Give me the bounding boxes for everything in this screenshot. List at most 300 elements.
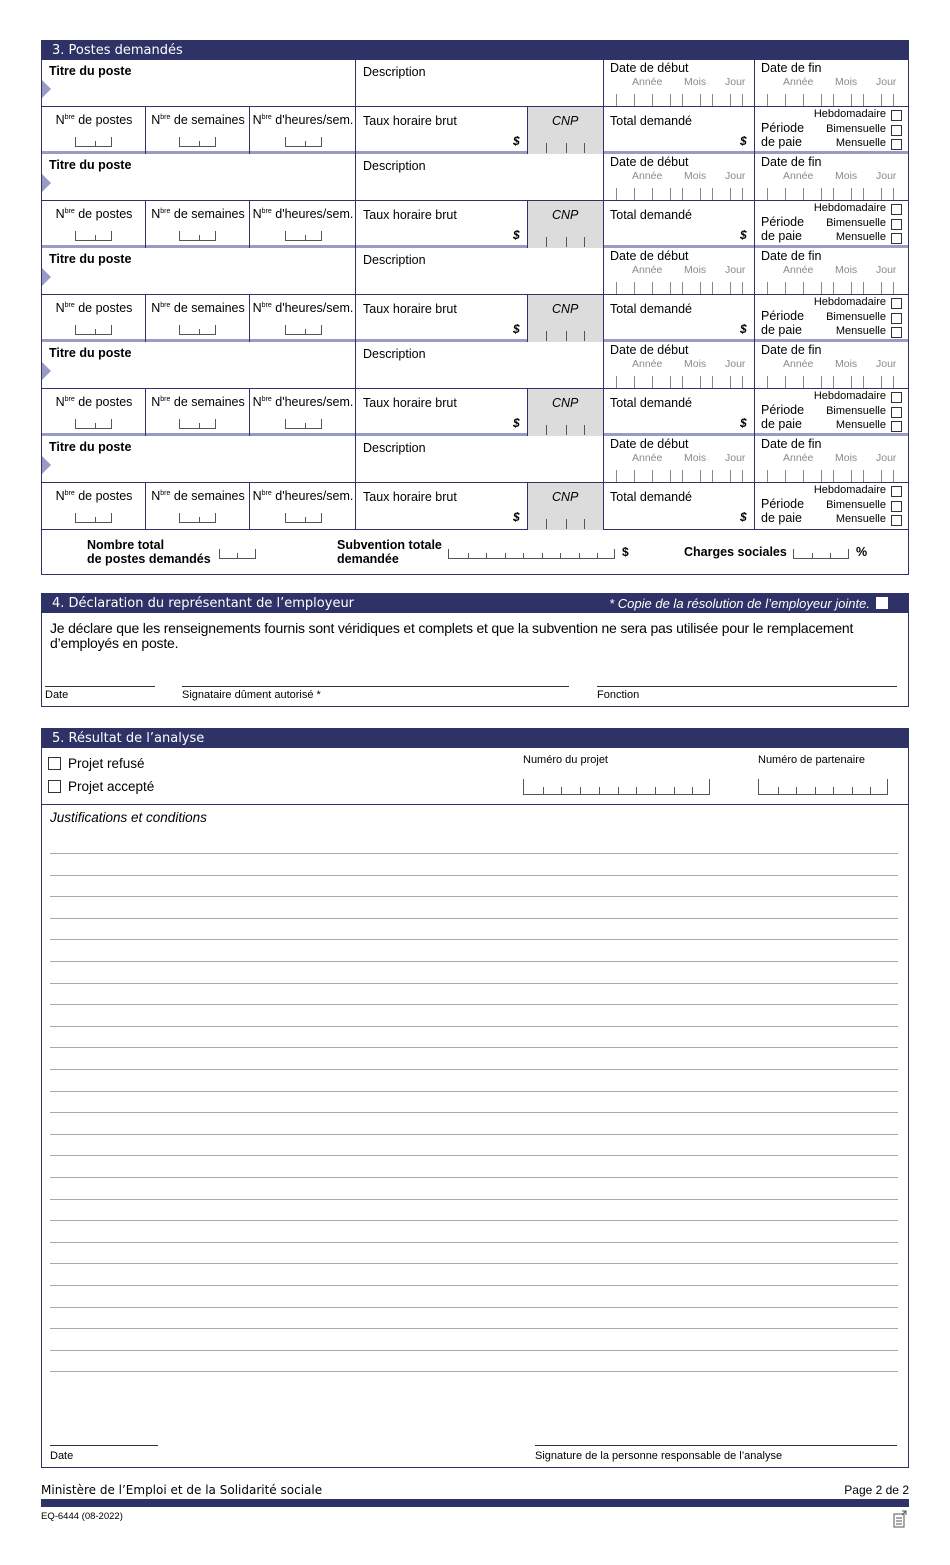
cnp-cell[interactable] <box>528 483 604 530</box>
bimensuelle-checkbox[interactable] <box>891 219 902 230</box>
nbre-postes-label-bre: bre <box>64 207 75 215</box>
arrow-marker-icon <box>42 268 51 286</box>
analysis-top-row <box>42 748 908 805</box>
numero-partenaire-input[interactable] <box>758 779 888 795</box>
titre-poste-cell[interactable] <box>42 248 356 295</box>
mensuelle-label: Mensuelle <box>835 137 886 149</box>
nbre-postes-label-text: de postes <box>78 207 133 221</box>
periode-label-1: Période <box>761 497 805 511</box>
hebdomadaire-checkbox[interactable] <box>891 392 902 403</box>
arrow-marker-icon <box>42 456 51 474</box>
nbre-semaines-input[interactable] <box>179 325 216 335</box>
nbre-postes-cell[interactable] <box>42 107 146 154</box>
date-line[interactable] <box>45 686 155 687</box>
periode-label-2: de paie <box>761 135 803 149</box>
taux-horaire-cell[interactable] <box>356 107 528 154</box>
charges-sociales-input[interactable] <box>793 549 849 559</box>
nbre-semaines-cell[interactable] <box>146 389 250 436</box>
periode-label-2: de paie <box>761 511 803 525</box>
nombre-total-label-1: Nombre total <box>87 538 165 552</box>
ruled-line <box>50 939 898 940</box>
taux-dollar: $ <box>513 510 520 524</box>
arrow-marker-icon <box>42 80 51 98</box>
taux-horaire-label: Taux horaire brut <box>363 302 457 316</box>
date-debut-input[interactable] <box>610 188 750 200</box>
total-demande-cell[interactable] <box>604 483 755 530</box>
section-declaration <box>41 593 909 707</box>
jour-label: Jour <box>876 170 897 182</box>
mois-label: Mois <box>835 264 858 276</box>
titre-poste-label: Titre du poste <box>49 158 132 172</box>
date-fin-label: Date de fin <box>761 155 822 169</box>
resolution-checkbox[interactable] <box>876 597 888 609</box>
date-debut-label: Date de début <box>610 61 689 75</box>
date-debut-input[interactable] <box>610 282 750 294</box>
titre-poste-label: Titre du poste <box>49 440 132 454</box>
section-3-header <box>42 41 908 60</box>
nbre-semaines-label-text: de semaines <box>173 207 245 221</box>
section-3-title: 3. Postes demandés <box>52 43 183 58</box>
nbre-semaines-label <box>146 301 250 315</box>
nbre-postes-label <box>42 207 146 221</box>
hebdomadaire-checkbox[interactable] <box>891 204 902 215</box>
nbre-postes-label <box>42 301 146 315</box>
periode-paie-cell <box>755 483 908 530</box>
date-debut-cell[interactable] <box>604 60 755 107</box>
taux-horaire-cell[interactable] <box>356 295 528 342</box>
nbre-heures-input[interactable] <box>285 419 322 429</box>
description-label: Description <box>363 65 426 79</box>
ruled-line <box>50 875 898 876</box>
nbre-heures-cell[interactable] <box>250 295 356 342</box>
periode-label-1: Période <box>761 403 805 417</box>
mois-label: Mois <box>684 358 707 370</box>
date-fin-label: Date de fin <box>761 61 822 75</box>
jour-label: Jour <box>725 170 746 182</box>
description-cell[interactable] <box>356 342 604 389</box>
periode-label-2: de paie <box>761 229 803 243</box>
nbre-postes-cell[interactable] <box>42 201 146 248</box>
ruled-line <box>50 1285 898 1286</box>
cnp-input[interactable] <box>546 519 586 529</box>
bimensuelle-label: Bimensuelle <box>826 499 886 511</box>
date-debut-cell[interactable] <box>604 436 755 483</box>
cnp-label: CNP <box>552 396 579 410</box>
mois-label: Mois <box>835 452 858 464</box>
periode-label-1: Période <box>761 309 805 323</box>
date-debut-label: Date de début <box>610 343 689 357</box>
nbre-heures-label-bre: bre <box>261 301 272 309</box>
nbre-heures-label-bre: bre <box>261 113 272 121</box>
date-debut-cell[interactable] <box>604 248 755 295</box>
annee-label: Année <box>632 76 663 88</box>
ruled-line <box>50 983 898 984</box>
nbre-heures-label-text: d'heures/sem. <box>275 301 354 315</box>
cnp-input[interactable] <box>546 425 586 435</box>
bimensuelle-checkbox[interactable] <box>891 501 902 512</box>
jour-label: Jour <box>876 264 897 276</box>
titre-poste-label: Titre du poste <box>49 64 132 78</box>
annee-label: Année <box>632 264 663 276</box>
nbre-semaines-cell[interactable] <box>146 107 250 154</box>
nbre-postes-label-n: N <box>55 301 65 315</box>
periode-paie-cell <box>755 107 908 154</box>
total-demande-label: Total demandé <box>610 114 693 128</box>
total-dollar: $ <box>740 510 747 524</box>
position-block <box>42 342 908 436</box>
nbre-postes-label-text: de postes <box>78 395 133 409</box>
nbre-heures-label-bre: bre <box>261 489 272 497</box>
nbre-postes-label-n: N <box>55 113 65 127</box>
nbre-postes-cell[interactable] <box>42 295 146 342</box>
nbre-postes-cell[interactable] <box>42 483 146 530</box>
hebdomadaire-label: Hebdomadaire <box>813 296 886 308</box>
analyse-signature-label: Signature de la personne responsable de l’analyse <box>535 1450 783 1462</box>
hebdomadaire-checkbox[interactable] <box>891 110 902 121</box>
bimensuelle-label: Bimensuelle <box>826 217 886 229</box>
signataire-line[interactable] <box>182 686 569 687</box>
percent-sign: % <box>856 545 868 559</box>
nbre-heures-label <box>250 207 356 221</box>
cnp-label: CNP <box>552 490 579 504</box>
position-block <box>42 60 908 154</box>
nbre-postes-label-text: de postes <box>78 489 133 503</box>
date-debut-cell[interactable] <box>604 342 755 389</box>
total-dollar: $ <box>740 228 747 242</box>
date-fin-input[interactable] <box>761 376 901 388</box>
nbre-semaines-label-text: de semaines <box>173 489 245 503</box>
ruled-line <box>50 1134 898 1135</box>
projet-accepte-checkbox[interactable] <box>48 780 61 793</box>
ruled-line <box>50 1242 898 1243</box>
cnp-input[interactable] <box>546 331 586 341</box>
annee-label: Année <box>632 170 663 182</box>
nbre-semaines-input[interactable] <box>179 419 216 429</box>
mois-label: Mois <box>835 358 858 370</box>
nbre-postes-label-n: N <box>55 489 65 503</box>
bimensuelle-checkbox[interactable] <box>891 407 902 418</box>
titre-poste-cell[interactable] <box>42 342 356 389</box>
bimensuelle-checkbox[interactable] <box>891 313 902 324</box>
periode-paie-cell <box>755 295 908 342</box>
arrow-marker-icon <box>42 362 51 380</box>
nbre-postes-cell[interactable] <box>42 389 146 436</box>
mensuelle-label: Mensuelle <box>835 325 886 337</box>
charges-sociales-label: Charges sociales <box>684 545 787 559</box>
nbre-semaines-cell[interactable] <box>146 295 250 342</box>
nbre-heures-label-n: N <box>252 207 262 221</box>
jour-label: Jour <box>725 358 746 370</box>
bimensuelle-label: Bimensuelle <box>826 123 886 135</box>
total-demande-cell[interactable] <box>604 107 755 154</box>
nbre-semaines-label-n: N <box>151 489 161 503</box>
date-fin-cell[interactable] <box>755 60 908 107</box>
date-debut-input[interactable] <box>610 470 750 482</box>
ruled-line <box>50 896 898 897</box>
numero-projet-input[interactable] <box>523 779 710 795</box>
annee-label: Année <box>783 76 814 88</box>
taux-horaire-cell[interactable] <box>356 201 528 248</box>
numero-partenaire-label: Numéro de partenaire <box>758 754 866 766</box>
jour-label: Jour <box>725 452 746 464</box>
annee-label: Année <box>783 452 814 464</box>
nbre-postes-label-bre: bre <box>64 113 75 121</box>
titre-poste-label: Titre du poste <box>49 346 132 360</box>
nbre-semaines-label-n: N <box>151 301 161 315</box>
ruled-line <box>50 1307 898 1308</box>
cnp-input[interactable] <box>546 143 586 153</box>
hebdomadaire-label: Hebdomadaire <box>813 484 886 496</box>
section-resultat-analyse <box>41 728 909 1468</box>
titre-poste-cell[interactable] <box>42 436 356 483</box>
total-demande-label: Total demandé <box>610 302 693 316</box>
ruled-line <box>50 1047 898 1048</box>
ruled-line <box>50 1155 898 1156</box>
total-demande-label: Total demandé <box>610 396 693 410</box>
ruled-line <box>50 1004 898 1005</box>
nbre-postes-input[interactable] <box>75 419 112 429</box>
position-block <box>42 154 908 248</box>
taux-horaire-label: Taux horaire brut <box>363 208 457 222</box>
nbre-semaines-input[interactable] <box>179 137 216 147</box>
mensuelle-label: Mensuelle <box>835 419 886 431</box>
ruled-line <box>50 1371 898 1372</box>
ruled-line <box>50 1091 898 1092</box>
position-block <box>42 248 908 342</box>
fonction-line[interactable] <box>597 686 897 687</box>
taux-horaire-cell[interactable] <box>356 389 528 436</box>
jour-label: Jour <box>876 358 897 370</box>
nbre-heures-input[interactable] <box>285 513 322 523</box>
nbre-heures-label-text: d'heures/sem. <box>275 395 354 409</box>
nbre-heures-cell[interactable] <box>250 201 356 248</box>
nbre-semaines-cell[interactable] <box>146 483 250 530</box>
analyse-date-line[interactable] <box>50 1445 158 1446</box>
mensuelle-checkbox[interactable] <box>891 421 902 432</box>
cnp-cell[interactable] <box>528 389 604 436</box>
nbre-semaines-label-text: de semaines <box>173 113 245 127</box>
nbre-heures-label-bre: bre <box>261 207 272 215</box>
periode-label-2: de paie <box>761 417 803 431</box>
hebdomadaire-checkbox[interactable] <box>891 486 902 497</box>
form-code: EQ-6444 (08-2022) <box>41 1511 123 1522</box>
nbre-heures-label-text: d'heures/sem. <box>275 113 354 127</box>
nbre-semaines-label-n: N <box>151 395 161 409</box>
nbre-postes-label <box>42 395 146 409</box>
taux-horaire-label: Taux horaire brut <box>363 490 457 504</box>
date-fin-cell[interactable] <box>755 436 908 483</box>
resolution-note <box>609 594 888 613</box>
nbre-heures-input[interactable] <box>285 325 322 335</box>
ruled-line <box>50 1328 898 1329</box>
ministry-name: Ministère de l’Emploi et de la Solidarité sociale <box>41 1483 323 1497</box>
nbre-heures-cell[interactable] <box>250 389 356 436</box>
mensuelle-checkbox[interactable] <box>891 139 902 150</box>
page-number: Page 2 de 2 <box>844 1483 909 1497</box>
date-debut-input[interactable] <box>610 94 750 106</box>
mensuelle-checkbox[interactable] <box>891 515 902 526</box>
nbre-postes-input[interactable] <box>75 231 112 241</box>
nbre-heures-label-n: N <box>252 395 262 409</box>
nbre-semaines-label-bre: bre <box>160 207 171 215</box>
titre-poste-cell[interactable] <box>42 60 356 107</box>
bimensuelle-checkbox[interactable] <box>891 125 902 136</box>
section-5-header <box>42 729 908 748</box>
nbre-heures-label-n: N <box>252 113 262 127</box>
nombre-total-input[interactable] <box>219 549 256 559</box>
nbre-heures-input[interactable] <box>285 231 322 241</box>
periode-paie-cell <box>755 201 908 248</box>
total-demande-cell[interactable] <box>604 389 755 436</box>
nbre-semaines-label-bre: bre <box>160 301 171 309</box>
nbre-semaines-input[interactable] <box>179 231 216 241</box>
date-debut-input[interactable] <box>610 376 750 388</box>
nbre-postes-label-text: de postes <box>78 113 133 127</box>
footer-bar <box>41 1499 909 1507</box>
nbre-heures-label-n: N <box>252 489 262 503</box>
nbre-heures-label-n: N <box>252 301 262 315</box>
mensuelle-checkbox[interactable] <box>891 233 902 244</box>
nbre-postes-label-n: N <box>55 207 65 221</box>
mois-label: Mois <box>684 76 707 88</box>
total-demande-cell[interactable] <box>604 295 755 342</box>
section-5-title: 5. Résultat de l’analyse <box>52 731 205 746</box>
subvention-input[interactable] <box>448 549 615 559</box>
description-label: Description <box>363 347 426 361</box>
nbre-semaines-label-n: N <box>151 113 161 127</box>
projet-refuse-checkbox[interactable] <box>48 757 61 770</box>
jour-label: Jour <box>876 76 897 88</box>
description-cell[interactable] <box>356 248 604 295</box>
taux-horaire-cell[interactable] <box>356 483 528 530</box>
nbre-postes-input[interactable] <box>75 325 112 335</box>
ruled-line <box>50 1199 898 1200</box>
nbre-postes-input[interactable] <box>75 137 112 147</box>
nbre-postes-label <box>42 489 146 503</box>
fonction-label: Fonction <box>597 689 640 701</box>
total-dollar: $ <box>740 134 747 148</box>
nbre-semaines-label-bre: bre <box>160 395 171 403</box>
position-block <box>42 436 908 530</box>
hebdomadaire-checkbox[interactable] <box>891 298 902 309</box>
bimensuelle-label: Bimensuelle <box>826 405 886 417</box>
date-debut-label: Date de début <box>610 155 689 169</box>
projet-refuse-label: Projet refusé <box>68 756 145 771</box>
nbre-semaines-label-bre: bre <box>160 113 171 121</box>
total-demande-cell[interactable] <box>604 201 755 248</box>
date-fin-cell[interactable] <box>755 248 908 295</box>
nbre-postes-input[interactable] <box>75 513 112 523</box>
date-debut-cell[interactable] <box>604 154 755 201</box>
nbre-semaines-label-bre: bre <box>160 489 171 497</box>
description-label: Description <box>363 159 426 173</box>
nbre-heures-cell[interactable] <box>250 483 356 530</box>
description-cell[interactable] <box>356 154 604 201</box>
taux-dollar: $ <box>513 228 520 242</box>
date-fin-input[interactable] <box>761 282 901 294</box>
nbre-semaines-label <box>146 489 250 503</box>
mois-label: Mois <box>835 76 858 88</box>
jour-label: Jour <box>725 76 746 88</box>
cnp-cell[interactable] <box>528 295 604 342</box>
mensuelle-label: Mensuelle <box>835 513 886 525</box>
cnp-cell[interactable] <box>528 107 604 154</box>
bimensuelle-label: Bimensuelle <box>826 311 886 323</box>
nbre-heures-label <box>250 113 356 127</box>
ruled-line <box>50 1263 898 1264</box>
nbre-postes-label <box>42 113 146 127</box>
total-dollar: $ <box>740 322 747 336</box>
titre-poste-cell[interactable] <box>42 154 356 201</box>
nbre-semaines-cell[interactable] <box>146 201 250 248</box>
cnp-input[interactable] <box>546 237 586 247</box>
periode-label-1: Période <box>761 121 805 135</box>
date-fin-input[interactable] <box>761 470 901 482</box>
date-fin-input[interactable] <box>761 94 901 106</box>
mensuelle-label: Mensuelle <box>835 231 886 243</box>
date-fin-input[interactable] <box>761 188 901 200</box>
declaration-text: Je déclare que les renseignements fournis sont véridiques et complets et que la subvention ne sera pas utilisée pour le remplacement d’employés en poste. <box>50 620 854 651</box>
nbre-semaines-label-n: N <box>151 207 161 221</box>
annee-label: Année <box>632 452 663 464</box>
total-demande-label: Total demandé <box>610 490 693 504</box>
taux-horaire-label: Taux horaire brut <box>363 396 457 410</box>
description-cell[interactable] <box>356 436 604 483</box>
date-fin-cell[interactable] <box>755 154 908 201</box>
hebdomadaire-label: Hebdomadaire <box>813 108 886 120</box>
date-label: Date <box>45 689 69 701</box>
nbre-semaines-input[interactable] <box>179 513 216 523</box>
nbre-heures-cell[interactable] <box>250 107 356 154</box>
cnp-label: CNP <box>552 302 579 316</box>
totals-row <box>42 529 908 574</box>
periode-label-2: de paie <box>761 323 803 337</box>
nbre-postes-label-bre: bre <box>64 489 75 497</box>
nbre-heures-input[interactable] <box>285 137 322 147</box>
section-postes-demandes <box>41 40 909 575</box>
nbre-semaines-label <box>146 113 250 127</box>
total-demande-label: Total demandé <box>610 208 693 222</box>
cnp-label: CNP <box>552 208 579 222</box>
taux-dollar: $ <box>513 322 520 336</box>
nbre-heures-label-bre: bre <box>261 395 272 403</box>
nbre-postes-label-bre: bre <box>64 301 75 309</box>
justifications-label: Justifications et conditions <box>50 810 207 825</box>
ruled-line <box>50 918 898 919</box>
description-label: Description <box>363 253 426 267</box>
annee-label: Année <box>632 358 663 370</box>
description-cell[interactable] <box>356 60 604 107</box>
ruled-line <box>50 1069 898 1070</box>
jour-label: Jour <box>876 452 897 464</box>
analyse-signature-line[interactable] <box>535 1445 897 1446</box>
nbre-heures-label-text: d'heures/sem. <box>275 207 354 221</box>
document-icon <box>893 1510 907 1528</box>
mois-label: Mois <box>684 452 707 464</box>
date-fin-cell[interactable] <box>755 342 908 389</box>
cnp-cell[interactable] <box>528 201 604 248</box>
nbre-postes-label-text: de postes <box>78 301 133 315</box>
cnp-label: CNP <box>552 114 579 128</box>
section-4-header <box>42 594 908 613</box>
nbre-heures-label <box>250 301 356 315</box>
nbre-postes-label-n: N <box>55 395 65 409</box>
date-fin-label: Date de fin <box>761 343 822 357</box>
mensuelle-checkbox[interactable] <box>891 327 902 338</box>
ruled-line <box>50 961 898 962</box>
ruled-line <box>50 853 898 854</box>
hebdomadaire-label: Hebdomadaire <box>813 390 886 402</box>
